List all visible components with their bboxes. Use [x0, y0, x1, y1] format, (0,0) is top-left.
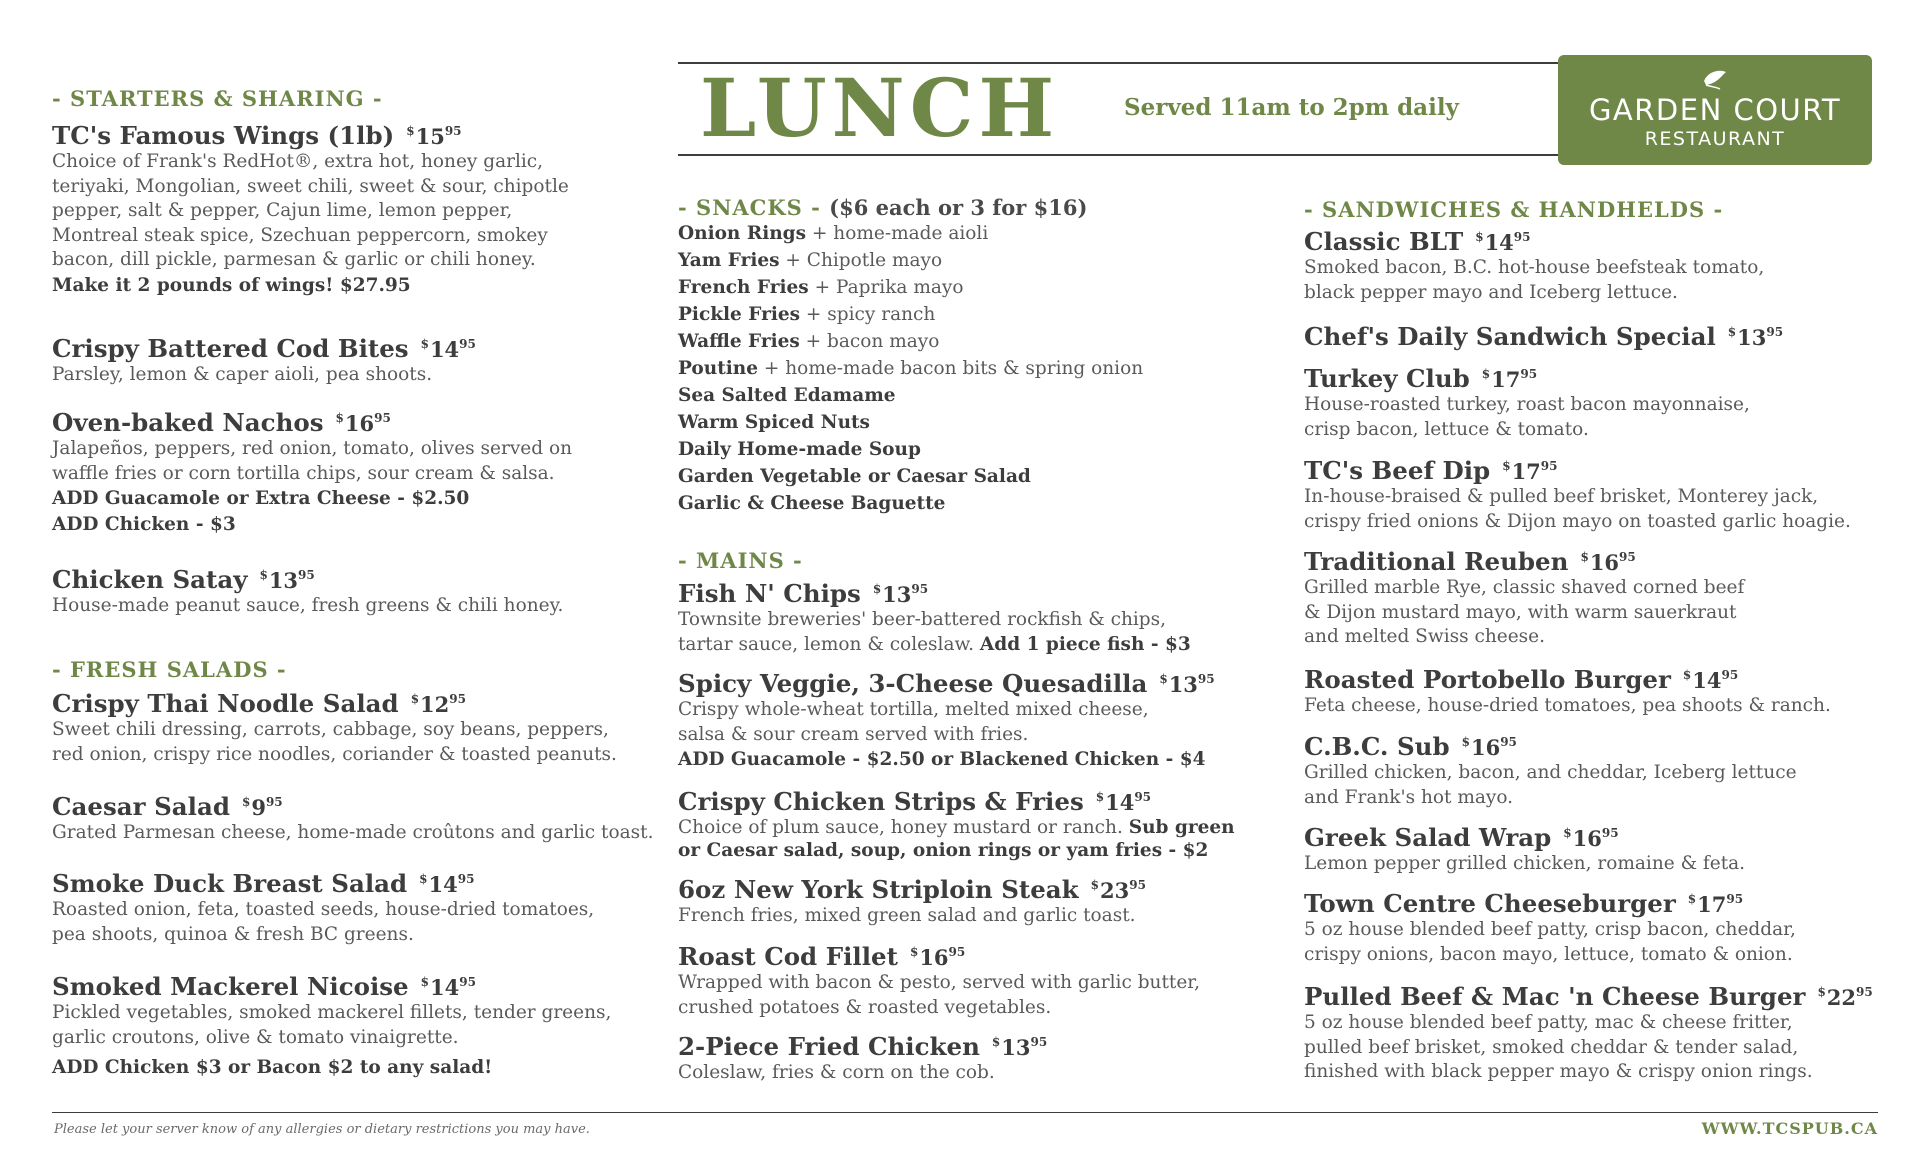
item-description: In-house-braised & pulled beef brisket, Monterey jack, — [1304, 486, 1819, 507]
item-price: $^{\$}22^{95}$ — [1817, 985, 1873, 1010]
snack-item: Waffle Fries + bacon mayo — [678, 331, 940, 352]
menu-item — [1304, 227, 1764, 305]
item-description: French fries, mixed green salad and garlic toast. — [678, 905, 1136, 926]
item-description: red onion, crispy rice noodles, coriander & toasted peanuts. — [52, 743, 617, 765]
item-description: Lemon pepper grilled chicken, romaine & feta. — [1304, 853, 1746, 874]
item-price: $^{\$}12^{95}$ — [410, 692, 466, 717]
item-addon: ADD Chicken - $3 — [52, 514, 236, 535]
item-name: Crispy Thai Noodle Salad — [52, 689, 399, 718]
item-price: $^{\$}17^{95}$ — [1481, 367, 1538, 392]
item-description: Wrapped with bacon & pesto, served with garlic butter, — [678, 972, 1200, 993]
item-name: Classic BLT — [1304, 227, 1464, 256]
item-price: $^{\$}13^{95}$ — [872, 582, 929, 607]
menu-item — [52, 972, 611, 1081]
item-addon: ADD Guacamole or Extra Cheese - $2.50 — [52, 488, 470, 509]
allergy-note: Please let your server know of any allergies or dietary restrictions you may have. — [54, 1122, 590, 1137]
item-description: crushed potatoes & roasted vegetables. — [678, 996, 1052, 1018]
menu-item — [1304, 364, 1750, 442]
menu-item — [52, 408, 572, 538]
item-name: Caesar Salad — [52, 792, 230, 821]
item-name: Roast Cod Fillet — [678, 942, 898, 971]
item-name: Spicy Veggie, 3-Cheese Quesadilla — [678, 669, 1148, 698]
item-description: 5 oz house blended beef patty, mac & cheese fritter, — [1304, 1012, 1793, 1033]
item-description: crispy fried onions & Dijon mayo on toasted garlic hoagie. — [1304, 510, 1851, 532]
item-addon: or Caesar salad, soup, onion rings or yam fries - $2 — [678, 839, 1209, 861]
item-name: Turkey Club — [1304, 364, 1470, 393]
item-price: $^{\$}15^{95}$ — [406, 124, 462, 149]
item-price: $^{\$}13^{95}$ — [1727, 325, 1784, 350]
item-name: 2-Piece Fried Chicken — [678, 1032, 980, 1061]
item-description: Jalapeños, peppers, red onion, tomato, olives served on — [52, 438, 572, 459]
snack-item: Onion Rings + home-made aioli — [678, 223, 989, 244]
item-description: pulled beef brisket, smoked cheddar & tender salad, — [1304, 1036, 1799, 1058]
snack-item: French Fries + Paprika mayo — [678, 277, 964, 298]
menu-title: LUNCH — [700, 61, 1060, 155]
menu-item — [1304, 823, 1745, 877]
item-description: crisp bacon, lettuce & tomato. — [1304, 418, 1589, 440]
item-price: $^{\$}13^{95}$ — [991, 1035, 1048, 1060]
item-addon: Make it 2 pounds of wings! $27.95 — [52, 274, 411, 296]
item-name: Fish N' Chips — [678, 579, 861, 608]
menu-item — [1304, 456, 1851, 534]
website-link[interactable]: WWW.TCSPUB.CA — [1701, 1119, 1878, 1138]
item-description: Grilled chicken, bacon, and cheddar, Iceberg lettuce — [1304, 762, 1797, 783]
item-price: $^{\$}16^{95}$ — [1580, 550, 1636, 575]
item-description: Grated Parmesan cheese, home-made croûtons and garlic toast. — [52, 822, 654, 843]
section-heading-sandwiches: - SANDWICHES & HANDHELDS - — [1304, 197, 1724, 222]
item-price: $^{\$}9^{95}$ — [241, 795, 283, 820]
item-description: pea shoots, quinoa & fresh BC greens. — [52, 923, 414, 945]
footer-rule — [52, 1112, 1878, 1113]
item-description: House-made peanut sauce, fresh greens & chili honey. — [52, 595, 564, 616]
item-addon: ADD Chicken $3 or Bacon $2 to any salad! — [52, 1057, 493, 1078]
menu-item — [1304, 547, 1744, 650]
item-description: waffle fries or corn tortilla chips, sour cream & salsa. — [52, 462, 555, 484]
menu-item — [1304, 732, 1797, 810]
menu-item — [52, 869, 594, 947]
menu-item — [678, 787, 1235, 861]
item-price: $^{\$}14^{95}$ — [1095, 790, 1152, 815]
item-name: C.B.C. Sub — [1304, 732, 1450, 761]
item-price: $^{\$}14^{95}$ — [419, 872, 475, 897]
item-price: $^{\$}16^{95}$ — [335, 411, 391, 436]
item-description: finished with black pepper mayo & crispy onion rings. — [1304, 1061, 1813, 1082]
item-price: $^{\$}16^{95}$ — [909, 945, 966, 970]
item-description: Roasted onion, feta, toasted seeds, house-dried tomatoes, — [52, 899, 595, 920]
menu-item — [678, 669, 1215, 773]
item-description: Crispy whole-wheat tortilla, melted mixed cheese, — [678, 699, 1149, 720]
item-price: $^{\$}13^{95}$ — [259, 568, 315, 593]
snack-item: Yam Fries + Chipotle mayo — [678, 250, 943, 271]
item-price: $^{\$}14^{95}$ — [1682, 668, 1739, 693]
snack-item: Sea Salted Edamame — [678, 385, 896, 406]
item-description: Townsite breweries' beer-battered rockfish & chips, — [678, 609, 1167, 630]
logo-name: GARDEN COURT — [1588, 93, 1842, 127]
menu-item — [52, 121, 569, 299]
leaf-icon — [1702, 69, 1728, 91]
menu-item — [52, 334, 476, 388]
logo-subtitle: RESTAURANT — [1644, 128, 1786, 150]
menu-item — [1304, 889, 1796, 967]
item-name: Town Centre Cheeseburger — [1304, 889, 1676, 918]
item-description: Choice of Frank's RedHot®, extra hot, honey garlic, — [52, 151, 544, 172]
item-name: Traditional Reuben — [1304, 547, 1569, 576]
item-description: Choice of plum sauce, honey mustard or ranch. Sub green — [678, 817, 1235, 838]
snack-item: Pickle Fries + spicy ranch — [678, 304, 936, 325]
item-name: Pulled Beef & Mac 'n Cheese Burger — [1304, 982, 1806, 1011]
item-addon: ADD Guacamole - $2.50 or Blackened Chicken - $4 — [678, 749, 1206, 770]
menu-item — [52, 792, 653, 846]
item-description: 5 oz house blended beef patty, crisp bacon, cheddar, — [1304, 919, 1796, 940]
menu-item — [678, 942, 1200, 1020]
menu-item — [678, 579, 1191, 657]
item-description: garlic croutons, olive & tomato vinaigrette. — [52, 1026, 459, 1048]
item-description: bacon, dill pickle, parmesan & garlic or chili honey. — [52, 249, 536, 270]
menu-item — [1304, 322, 1783, 351]
item-description: Montreal steak spice, Szechuan peppercorn, smokey — [52, 224, 548, 246]
snacks-price-note: ($6 each or 3 for $16) — [829, 195, 1088, 220]
item-name: TC's Famous Wings (1lb) — [52, 121, 395, 150]
menu-item — [1304, 665, 1831, 719]
item-price: $^{\$}16^{95}$ — [1461, 735, 1517, 760]
snack-item: Poutine + home-made bacon bits & spring onion — [678, 358, 1144, 379]
item-name: Chicken Satay — [52, 565, 248, 594]
item-name: Crispy Battered Cod Bites — [52, 334, 409, 363]
item-price: $^{\$}17^{95}$ — [1502, 459, 1558, 484]
item-name: Oven-baked Nachos — [52, 408, 324, 437]
item-price: $^{\$}14^{95}$ — [420, 975, 476, 1000]
item-description: Pickled vegetables, smoked mackerel fillets, tender greens, — [52, 1002, 612, 1023]
snack-item: Daily Home-made Soup — [678, 439, 921, 460]
item-description: tartar sauce, lemon & coleslaw. Add 1 piece fish - $3 — [678, 633, 1191, 655]
restaurant-logo — [1558, 55, 1872, 165]
item-description: House-roasted turkey, roast bacon mayonnaise, — [1304, 394, 1750, 415]
item-name: Crispy Chicken Strips & Fries — [678, 787, 1084, 816]
snack-item: Garden Vegetable or Caesar Salad — [678, 466, 1031, 487]
item-description: & Dijon mustard mayo, with warm sauerkraut — [1304, 601, 1737, 623]
item-price: $^{\$}14^{95}$ — [1475, 230, 1531, 255]
item-description: Sweet chili dressing, carrots, cabbage, soy beans, peppers, — [52, 719, 609, 740]
snack-item: Garlic & Cheese Baguette — [678, 493, 946, 514]
item-price: $^{\$}14^{95}$ — [420, 337, 476, 362]
item-description: Feta cheese, house-dried tomatoes, pea shoots & ranch. — [1304, 695, 1831, 716]
item-description: Parsley, lemon & caper aioli, pea shoots. — [52, 364, 433, 385]
item-name: Smoke Duck Breast Salad — [52, 869, 408, 898]
item-name: TC's Beef Dip — [1304, 456, 1491, 485]
menu-item — [52, 565, 563, 619]
item-description: black pepper mayo and Iceberg lettuce. — [1304, 281, 1678, 303]
item-description: crispy onions, bacon mayo, lettuce, tomato & onion. — [1304, 943, 1793, 965]
item-price: $^{\$}23^{95}$ — [1090, 878, 1146, 903]
snack-item: Warm Spiced Nuts — [678, 412, 870, 433]
item-price: $^{\$}13^{95}$ — [1159, 672, 1215, 697]
item-name: 6oz New York Striploin Steak — [678, 875, 1079, 904]
item-description: Smoked bacon, B.C. hot-house beefsteak tomato, — [1304, 257, 1765, 278]
item-description: teriyaki, Mongolian, sweet chili, sweet & sour, chipotle — [52, 175, 569, 197]
menu-item — [1304, 982, 1873, 1085]
section-heading-salads: - FRESH SALADS - — [52, 657, 287, 682]
item-description: pepper, salt & pepper, Cajun lime, lemon pepper, — [52, 200, 513, 221]
menu-item — [678, 1032, 1047, 1086]
item-name: Roasted Portobello Burger — [1304, 665, 1671, 694]
section-heading-mains: - MAINS - — [678, 548, 803, 573]
item-description: salsa & sour cream served with fries. — [678, 723, 1029, 745]
menu-item — [678, 875, 1146, 929]
item-description: and melted Swiss cheese. — [1304, 626, 1545, 647]
item-description: Grilled marble Rye, classic shaved corned beef — [1304, 577, 1745, 598]
item-name: Greek Salad Wrap — [1304, 823, 1552, 852]
item-description: Coleslaw, fries & corn on the cob. — [678, 1062, 995, 1083]
item-name: Smoked Mackerel Nicoise — [52, 972, 409, 1001]
section-heading-snacks: - SNACKS - ($6 each or 3 for $16) — [678, 195, 1088, 220]
item-name: Chef's Daily Sandwich Special — [1304, 322, 1716, 351]
item-price: $^{\$}16^{95}$ — [1563, 826, 1619, 851]
menu-item — [52, 689, 617, 767]
item-description: and Frank's hot mayo. — [1304, 786, 1514, 808]
served-hours: Served 11am to 2pm daily — [1124, 94, 1459, 121]
item-price: $^{\$}17^{95}$ — [1687, 892, 1744, 917]
section-heading-starters: - STARTERS & SHARING - — [52, 86, 383, 111]
